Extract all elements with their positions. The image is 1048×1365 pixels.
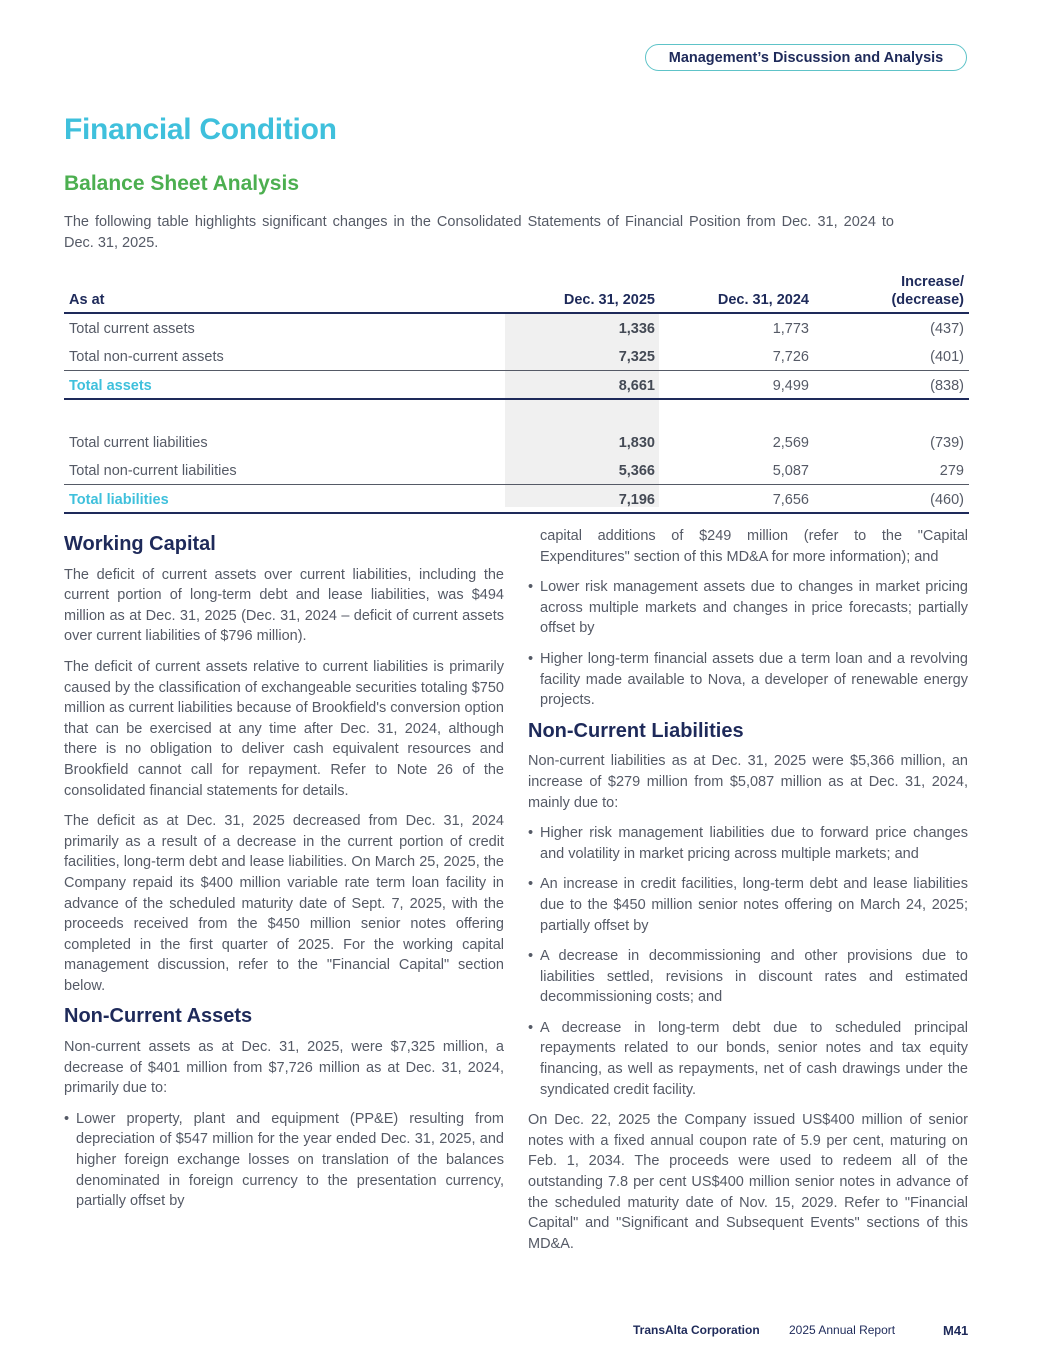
header-change bbox=[891, 273, 964, 309]
list-item: • A decrease in decommissioning and other provisions due to liabilities settled, revisions in discount rates and estimated decommissioning costs; and bbox=[528, 946, 968, 1008]
non-current-liabilities-list bbox=[528, 823, 968, 1100]
value-change: (401) bbox=[930, 349, 964, 365]
value-2025: 1,830 bbox=[618, 435, 655, 451]
non-current-assets-heading: Non-Current Assets bbox=[64, 1005, 253, 1028]
row-label: Total non-current assets bbox=[69, 349, 224, 365]
value-2024: 5,087 bbox=[772, 463, 809, 479]
table-row-total bbox=[64, 484, 969, 514]
value-change: 279 bbox=[939, 463, 964, 479]
list-item: • Higher risk management liabilities due to forward price changes and volatility in market pricing across multiple markets; and bbox=[528, 823, 968, 864]
right-column bbox=[528, 526, 968, 1264]
value-change: (460) bbox=[930, 492, 964, 508]
intro-paragraph: The following table highlights significant changes in the Consolidated Statements of Financial Position from Dec. 31, 2024 to Dec. 31, 2025. bbox=[64, 214, 894, 251]
non-current-liabilities-heading: Non-Current Liabilities bbox=[528, 719, 744, 742]
table-spacer bbox=[64, 400, 969, 428]
working-capital-paragraph: The deficit of current assets over current liabilities, including the current portion of long-term debt and lease liabilities, was $494 million as at Dec. 31, 2025 (Dec. 31, 2024 – deficit of current assets over current liabilities of $796 million). bbox=[64, 566, 504, 645]
row-label: Total assets bbox=[69, 378, 152, 394]
value-2025: 5,366 bbox=[618, 463, 655, 479]
value-change: (838) bbox=[930, 378, 964, 394]
section-tag: Management’s Discussion and Analysis bbox=[645, 44, 967, 71]
header-change-line1: Increase/ bbox=[901, 274, 964, 290]
value-2025: 8,661 bbox=[618, 378, 655, 394]
value-2025: 7,196 bbox=[618, 492, 655, 508]
balance-sheet-table bbox=[64, 270, 969, 514]
header-2025: Dec. 31, 2025 bbox=[563, 292, 655, 308]
list-item: • An increase in credit facilities, long-term debt and lease liabilities due to the $450 million senior notes offering on March 24, 2025; partially offset by bbox=[528, 874, 968, 936]
value-2025: 7,325 bbox=[618, 349, 655, 365]
non-current-liabilities-paragraph: On Dec. 22, 2025 the Company issued US$400 million of senior notes with a fixed annual coupon rate of 5.9 per cent, maturing on Feb. 1, 2034. The proceeds were used to redeem all of the outstanding 7.8 per cent US$400 million senior notes in advance of the scheduled maturity date of Nov. 15, 2029. Refer to "Financial Capital" and "Significant and Subsequent Events" sections of this MD&A. bbox=[528, 1112, 968, 1252]
non-current-liabilities-paragraph: Non-current liabilities as at Dec. 31, 2025 were $5,366 million, an increase of $279 million from $5,087 million as at Dec. 31, 2024, mainly due to: bbox=[528, 753, 968, 811]
section-subtitle: Balance Sheet Analysis bbox=[64, 172, 299, 195]
table-row bbox=[64, 314, 969, 342]
working-capital-paragraph: The deficit as at Dec. 31, 2025 decreased from Dec. 31, 2024 primarily as a result of a decrease in the current portion of credit facilities, long-term debt and lease liabilities. On March 25, 2025, the Company repaid its $400 million variable rate term loan facility in advance of the scheduled maturity date of Sept. 7, 2025, with the proceeds received from the $450 million senior notes offering completed in the first quarter of 2025. For the working capital management discussion, refer to the "Financial Capital" section below. bbox=[64, 813, 504, 994]
table-row bbox=[64, 456, 969, 484]
value-change: (437) bbox=[930, 321, 964, 337]
value-2024: 9,499 bbox=[772, 378, 809, 394]
row-label: Total non-current liabilities bbox=[69, 463, 237, 479]
left-column bbox=[64, 534, 504, 1222]
header-as-at: As at bbox=[69, 292, 105, 308]
row-label: Total liabilities bbox=[69, 492, 169, 508]
list-item: • Higher long-term financial assets due a term loan and a revolving facility made available to Nova, a developer of renewable energy projects. bbox=[528, 649, 968, 711]
value-2024: 7,656 bbox=[772, 492, 809, 508]
working-capital-paragraph: The deficit of current assets relative to current liabilities is primarily caused by the classification of exchangeable securities totaling $750 million as current liabilities because of Brookfield's conversion option that can be exercised at any time after Dec. 31, 2024, although there is no obligation to deliver cash equivalent resources and Brookfield cannot call for repayment. Refer to Note 26 of the consolidated financial statements for details. bbox=[64, 658, 504, 799]
list-item-continuation: capital additions of $249 million (refer to the "Capital Expenditures" section of this MD&A for more information); and bbox=[540, 528, 968, 565]
table-header bbox=[64, 270, 969, 314]
table-row bbox=[64, 428, 969, 456]
working-capital-heading: Working Capital bbox=[64, 533, 216, 555]
list-item: • Lower property, plant and equipment (PP&E) resulting from depreciation of $547 million for the year ended Dec. 31, 2025, and higher foreign exchange losses on translation of the balances denominated in foreign currency to the presentation currency, partially offset by bbox=[64, 1109, 504, 1212]
footer-report: 2025 Annual Report bbox=[789, 1323, 896, 1337]
header-2024: Dec. 31, 2024 bbox=[717, 292, 809, 308]
value-2024: 1,773 bbox=[772, 321, 809, 337]
table-row-total bbox=[64, 370, 969, 400]
non-current-assets-list bbox=[64, 1109, 504, 1212]
value-2024: 2,569 bbox=[772, 435, 809, 451]
page-title: Financial Condition bbox=[64, 113, 337, 146]
list-item: • A decrease in long-term debt due to scheduled principal repayments related to our bonds, senior notes and tax equity financing, as well as repayments, net of cash drawings under the syndicated credit facility. bbox=[528, 1018, 968, 1100]
non-current-assets-list-continued bbox=[528, 577, 968, 711]
footer-company: TransAlta Corporation bbox=[633, 1323, 760, 1337]
row-label: Total current liabilities bbox=[69, 435, 208, 451]
value-2025: 1,336 bbox=[618, 321, 655, 337]
non-current-assets-paragraph: Non-current assets as at Dec. 31, 2025, were $7,325 million, a decrease of $401 million from $7,726 million as at Dec. 31, 2024, primarily due to: bbox=[64, 1039, 504, 1097]
page-number: M41 bbox=[943, 1323, 969, 1338]
value-2024: 7,726 bbox=[772, 349, 809, 365]
list-item: • Lower risk management assets due to changes in market pricing across multiple markets and changes in price forecasts; partially offset by bbox=[528, 577, 968, 639]
value-change: (739) bbox=[930, 435, 964, 451]
row-label: Total current assets bbox=[69, 321, 195, 337]
header-change-line2: (decrease) bbox=[891, 292, 964, 308]
table-row bbox=[64, 342, 969, 370]
